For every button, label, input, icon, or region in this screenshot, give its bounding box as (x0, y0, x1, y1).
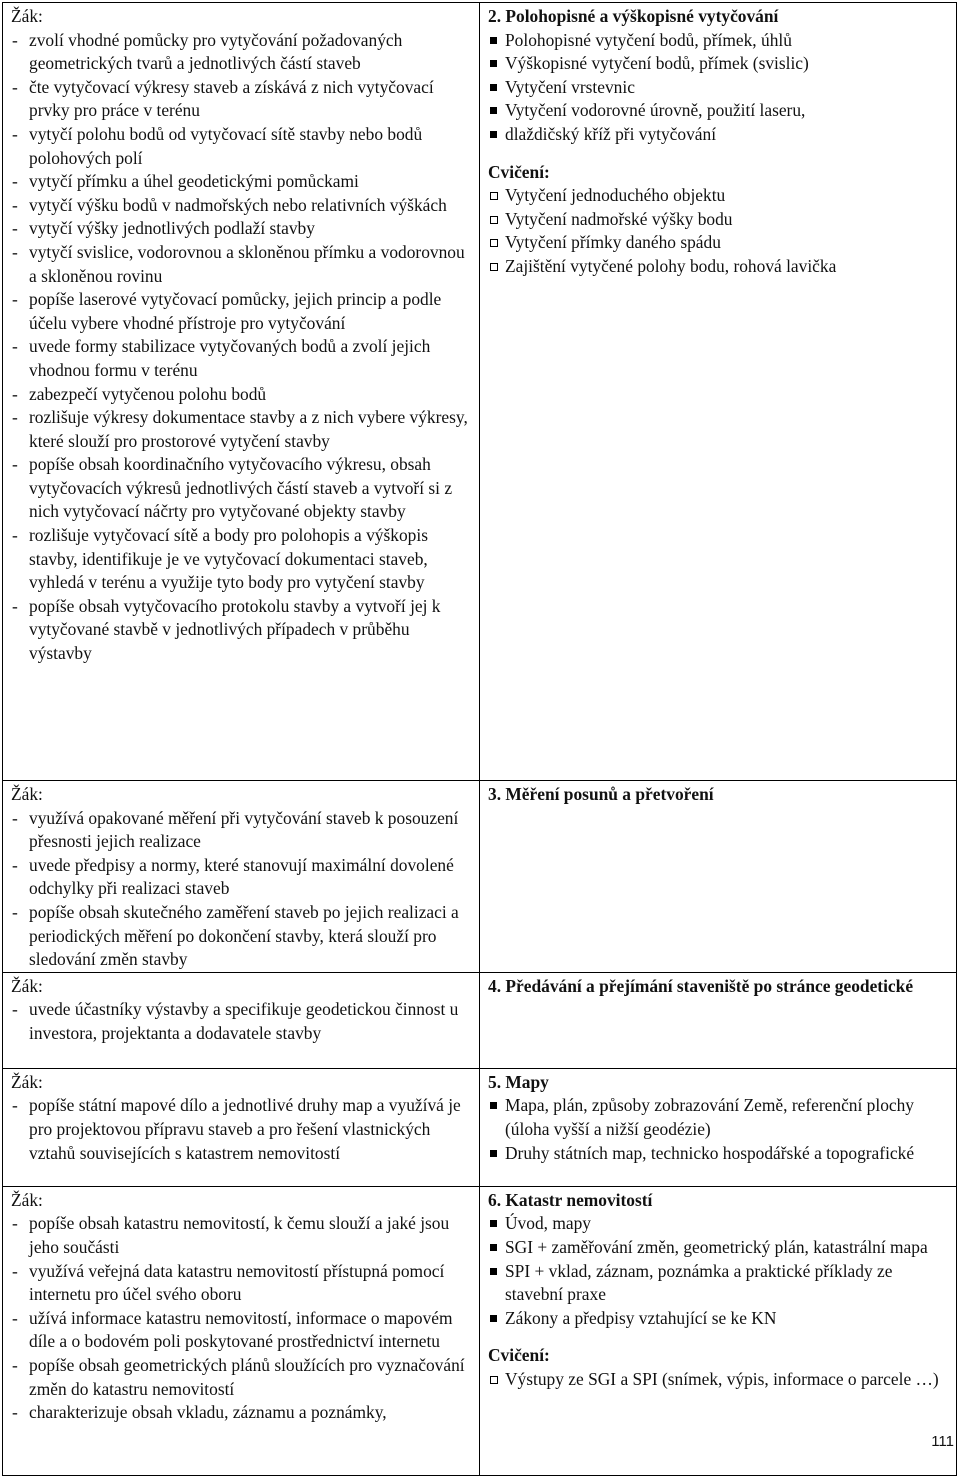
student-label: Žák: (11, 975, 43, 996)
outcomes-cell (3, 781, 480, 973)
topic-item: Úvod, mapy (488, 1212, 948, 1236)
outcome-item: - popíše laserové vytyčovací pomůcky, jejich princip a podle účelu vybere vhodné přístroje pro vytyčování (11, 288, 471, 335)
topics-cell (480, 1068, 957, 1186)
topics-cell (480, 781, 957, 973)
outcome-item: - popíše obsah koordinačního vytyčovacího výkresu, obsah vytyčovacích výkresů jednotlivých částí staveb a vytvoří si z nich vytyčovací náčrty pro vytyčované objekty stavby (11, 453, 471, 524)
exercise-label: Cvičení: (488, 161, 550, 182)
topics-cell (480, 1186, 957, 1475)
topic-item: dlaždičský kříž při vytyčování (488, 123, 948, 147)
table-row (3, 972, 957, 1068)
outcome-item: - popíše obsah katastru nemovitostí, k čemu slouží a jaké jsou jeho součásti (11, 1212, 471, 1259)
exercise-item: Zajištění vytyčené polohy bodu, rohová lavička (488, 255, 948, 279)
outcome-item: - zvolí vhodné pomůcky pro vytyčování požadovaných geometrických tvarů a jednotlivých částí staveb (11, 29, 471, 76)
curriculum-table (2, 2, 957, 1476)
outcome-item: - vytyčí výšku bodů v nadmořských nebo relativních výškách (11, 194, 471, 218)
outcomes-list (11, 29, 471, 666)
outcome-item: - zabezpečí vytyčenou polohu bodů (11, 383, 471, 407)
exercise-item: Výstupy ze SGI a SPI (snímek, výpis, informace o parcele …) (488, 1368, 948, 1392)
topic-title: 5. Mapy (488, 1071, 549, 1092)
outcome-item: - uvede účastníky výstavby a specifikuje geodetickou činnost u investora, projektanta a dodavatele stavby (11, 998, 471, 1045)
outcomes-cell (3, 3, 480, 781)
table-row (3, 3, 957, 781)
outcome-item: - popíše obsah vytyčovacího protokolu stavby a vytvoří jej k vytyčované stavbě v jednotlivých případech v průběhu výstavby (11, 595, 471, 666)
table-row (3, 1068, 957, 1186)
student-label: Žák: (11, 6, 43, 26)
outcomes-list (11, 998, 471, 1045)
topic-title: 3. Měření posunů a přetvoření (488, 784, 714, 804)
table-row (3, 781, 957, 973)
outcomes-list (11, 807, 471, 972)
topic-item: Vytyčení vrstevnic (488, 76, 948, 100)
outcome-item: - uvede předpisy a normy, které stanovují maximální dovolené odchylky při realizaci staveb (11, 854, 471, 901)
topic-list (488, 1094, 948, 1165)
outcome-item: - vytyčí polohu bodů od vytyčovací sítě stavby nebo bodů polohových polí (11, 123, 471, 170)
exercise-item: Vytyčení přímky daného spádu (488, 231, 948, 255)
topic-item: Polohopisné vytyčení bodů, přímek, úhlů (488, 29, 948, 53)
outcome-item: - uvede formy stabilizace vytyčovaných bodů a zvolí jejich vhodnou formu v terénu (11, 335, 471, 382)
topic-item: Druhy státních map, technicko hospodářské a topografické (488, 1142, 948, 1166)
outcome-item: - využívá opakované měření při vytyčování staveb k posouzení přesnosti jejich realizace (11, 807, 471, 854)
student-label: Žák: (11, 1071, 43, 1092)
outcome-item: - rozlišuje vytyčovací sítě a body pro polohopis a výškopis stavby, identifikuje je ve vytyčovací dokumentaci staveb, vyhledá v terénu a využije tyto body pro vytyčení stavby (11, 524, 471, 595)
exercise-label: Cvičení: (488, 1345, 550, 1366)
topic-item: Vytyčení vodorovné úrovně, použití laseru, (488, 99, 948, 123)
student-label: Žák: (11, 1189, 43, 1210)
topics-cell (480, 3, 957, 781)
outcome-item: - čte vytyčovací výkresy staveb a získává z nich vytyčovací prvky pro práce v terénu (11, 76, 471, 123)
outcomes-list (11, 1212, 471, 1424)
outcome-item: - popíše státní mapové dílo a jednotlivé druhy map a využívá je pro projektovou přípravu staveb a pro řešení vlastnických vztahů souvisejících s katastrem nemovitostí (11, 1094, 471, 1165)
outcomes-list (11, 1094, 471, 1165)
page-number: 111 (931, 1433, 954, 1451)
outcome-item: - popíše obsah skutečného zaměření staveb po jejich realizaci a periodických měření po dokončení stavby, která slouží pro sledování změn stavby (11, 901, 471, 972)
student-label: Žák: (11, 784, 43, 804)
outcome-item: - charakterizuje obsah vkladu, záznamu a poznámky, (11, 1401, 471, 1425)
topic-list (488, 29, 948, 147)
outcome-item: - vytyčí výšky jednotlivých podlaží stavby (11, 217, 471, 241)
outcomes-cell (3, 1186, 480, 1475)
topic-title: 2. Polohopisné a výškopisné vytyčování (488, 6, 779, 26)
topic-item: Mapa, plán, způsoby zobrazování Země, referenční plochy (úloha vyšší a nižší geodézie) (488, 1094, 948, 1141)
outcome-item: - vytyčí svislice, vodorovnou a skloněnou přímku a vodorovnou a skloněnou rovinu (11, 241, 471, 288)
outcomes-cell (3, 1068, 480, 1186)
topic-item: Výškopisné vytyčení bodů, přímek (svislic) (488, 52, 948, 76)
table-row (3, 1186, 957, 1475)
topic-item: SGI + zaměřování změn, geometrický plán, katastrální mapa (488, 1236, 948, 1260)
exercise-list (488, 184, 948, 278)
outcome-item: - popíše obsah geometrických plánů sloužících pro vyznačování změn do katastru nemovitostí (11, 1354, 471, 1401)
exercise-list (488, 1368, 948, 1392)
topics-cell (480, 972, 957, 1068)
outcome-item: - vytyčí přímku a úhel geodetickými pomůckami (11, 170, 471, 194)
outcome-item: - rozlišuje výkresy dokumentace stavby a z nich vybere výkresy, které slouží pro prostorové vytyčení stavby (11, 406, 471, 453)
topic-title: 6. Katastr nemovitostí (488, 1189, 653, 1210)
exercise-item: Vytyčení nadmořské výšky bodu (488, 208, 948, 232)
exercise-item: Vytyčení jednoduchého objektu (488, 184, 948, 208)
topic-title: 4. Předávání a přejímání staveniště po stránce geodetické (488, 975, 914, 996)
outcome-item: - využívá veřejná data katastru nemovitostí přístupná pomocí internetu pro účel svého oboru (11, 1260, 471, 1307)
outcome-item: - užívá informace katastru nemovitostí, informace o mapovém díle a o bodovém poli poskytované prostřednictví internetu (11, 1307, 471, 1354)
topic-list (488, 1212, 948, 1330)
topic-item: SPI + vklad, záznam, poznámka a praktické příklady ze stavební praxe (488, 1260, 948, 1307)
outcomes-cell (3, 972, 480, 1068)
topic-item: Zákony a předpisy vztahující se ke KN (488, 1307, 948, 1331)
